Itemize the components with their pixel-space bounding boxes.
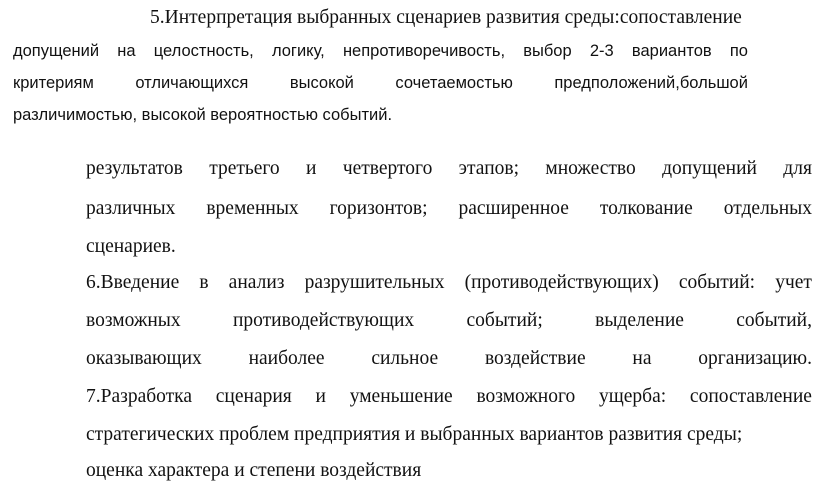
word: множество [545, 158, 636, 179]
word: событий: [678, 272, 756, 293]
heading-line-5-interpretation: 5.Интерпретация выбранных сценариев развития среды:сопоставление [150, 7, 742, 28]
word: организацию. [698, 348, 812, 369]
word: отличающихся [135, 74, 249, 92]
text-line [86, 197, 812, 221]
word: сильное [371, 348, 439, 369]
word: вариантов [631, 42, 712, 60]
word: 7.Разработка [86, 386, 193, 407]
heading-line-6-destructive-events [86, 271, 812, 295]
word: третьего [209, 158, 280, 179]
word: на [117, 42, 136, 60]
word: (противодействующих) [464, 272, 659, 293]
word: результатов [86, 158, 183, 179]
word: критериям [13, 74, 94, 92]
word: возможного [476, 386, 576, 407]
word: горизонтов; [329, 198, 428, 219]
word: противодействующих [232, 310, 415, 331]
word: для [783, 158, 812, 179]
heading-line-7-scenario-development [86, 385, 812, 409]
word: учет [775, 272, 812, 293]
word: допущений [13, 42, 100, 60]
word: воздействие [484, 348, 586, 369]
text-line [86, 157, 812, 181]
word: ущерба: [599, 386, 667, 407]
text-line [86, 347, 812, 371]
word: 2-3 [589, 42, 614, 60]
word: расширенное [458, 198, 569, 219]
word: толкование [599, 198, 693, 219]
text-line: стратегических проблем предприятия и выбранных вариантов развития среды; [86, 424, 743, 445]
word: временных [206, 198, 299, 219]
text-line [13, 40, 748, 62]
word: этапов; [458, 158, 520, 179]
word: предположений,большой [554, 74, 748, 92]
word: 6.Введение [86, 272, 180, 293]
word: в [199, 272, 209, 293]
word: сценария [215, 386, 292, 407]
word: четвертого [342, 158, 433, 179]
word: и [315, 386, 326, 407]
word: выделение [595, 310, 684, 331]
word: логику, [271, 42, 325, 60]
word: непротиворечивость, [342, 42, 506, 60]
word: уменьшение [349, 386, 453, 407]
word: сочетаемостью [395, 74, 513, 92]
text-line: оценка характера и степени воздействия [86, 460, 422, 481]
word: высокой [289, 74, 354, 92]
word: событий, [736, 310, 812, 331]
word: по [729, 42, 748, 60]
word: целостность, [153, 42, 254, 60]
word: выбор [523, 42, 572, 60]
text-line [86, 309, 812, 333]
word: на [632, 348, 652, 369]
text-line [13, 72, 748, 94]
word: возможных [86, 310, 181, 331]
word: оказывающих [86, 348, 202, 369]
text-line: сценариев. [86, 236, 176, 257]
word: анализ [228, 272, 285, 293]
word: наиболее [248, 348, 325, 369]
word: и [306, 158, 317, 179]
word: событий; [466, 310, 543, 331]
word: различных [86, 198, 176, 219]
text-line: различимостью, высокой вероятностью событий. [13, 106, 393, 124]
word: отдельных [723, 198, 812, 219]
word: допущений [662, 158, 757, 179]
word: разрушительных [304, 272, 445, 293]
word: сопоставление [689, 386, 812, 407]
